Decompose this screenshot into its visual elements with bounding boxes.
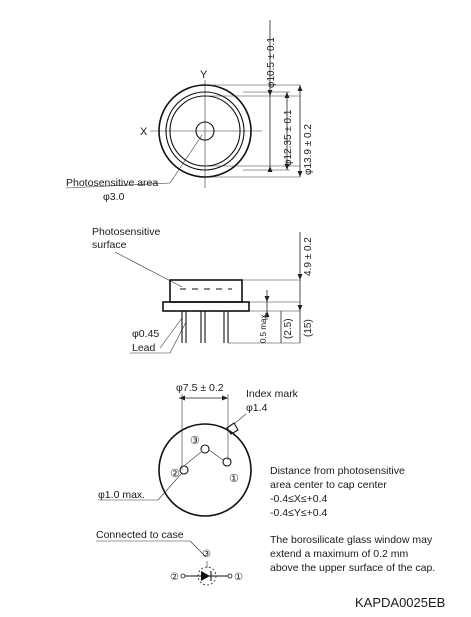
schematic-pin2: ② [170, 572, 179, 583]
arrow [268, 90, 273, 96]
schematic-pin1: ① [234, 572, 243, 583]
dim-cap-inner-text: φ12.35 ± 0.1 [283, 109, 294, 166]
note-distance-4: -0.4≤Y≤+0.4 [270, 507, 328, 519]
dim-height-text: 4.9 ± 0.2 [303, 237, 314, 276]
arrow [298, 171, 303, 177]
pin1-label: ① [229, 473, 239, 485]
terminal-right [228, 574, 232, 578]
index-mark-value: φ1.4 [246, 402, 268, 414]
pin2-label: ② [170, 468, 180, 480]
arrow [298, 305, 303, 311]
pin1-circle [223, 458, 231, 466]
surface-label-line1: Photosensitive [92, 226, 161, 238]
lead-label: Lead [132, 342, 156, 354]
dim-pitch-text: φ7.5 ± 0.2 [176, 382, 224, 394]
index-mark-leader [234, 414, 246, 424]
bottom-view [98, 382, 299, 516]
note-distance-1: Distance from photosensitive [270, 465, 405, 477]
side-view [92, 226, 314, 354]
pin-dia-text: φ1.0 max. [98, 489, 146, 501]
photosensitive-area-label: Photosensitive area [66, 177, 159, 189]
terminal-left [181, 574, 185, 578]
arrow [268, 166, 273, 172]
arrow [265, 296, 270, 302]
note-distance-2: area center to cap center [270, 479, 387, 491]
lead-diameter-text: φ0.45 [132, 328, 160, 340]
diode-symbol [201, 571, 210, 581]
pin3-label: ③ [190, 435, 200, 447]
note-distance-3: -0.4≤X≤+0.4 [270, 493, 328, 505]
note-glass-1: The borosilicate glass window may [270, 534, 433, 546]
arrow [298, 274, 303, 280]
surface-label-line2: surface [92, 239, 127, 251]
connection-line [184, 452, 201, 466]
dim-lead-short-text: (2.5) [283, 318, 294, 339]
cap-body [170, 280, 242, 302]
surface-leader [115, 252, 182, 287]
arrow [285, 92, 290, 98]
drawing-code: KAPDA0025EB [355, 595, 446, 610]
axis-y-label: Y [200, 69, 208, 81]
axis-x-label: X [140, 126, 148, 138]
photosensitive-area-value: φ3.0 [103, 191, 125, 203]
schematic [96, 529, 243, 585]
schematic-pin3: ③ [202, 549, 211, 560]
note-glass-2: extend a maximum of 0.2 mm [270, 548, 409, 560]
lead-leader [160, 318, 182, 348]
note-glass-3: above the upper surface of the cap. [270, 562, 436, 574]
index-mark-label: Index mark [246, 388, 298, 400]
lead-leader [170, 322, 186, 353]
connection-line [209, 450, 223, 460]
dim-flange-text: 0.5 max. [259, 312, 268, 343]
arrow [298, 85, 303, 91]
dim-cap-outer-text: φ13.9 ± 0.2 [303, 124, 314, 175]
dim-window-text: φ10.5 ± 0.1 [266, 37, 277, 88]
pin2-circle [180, 466, 188, 474]
pin3-circle [201, 445, 209, 453]
flange [163, 302, 249, 311]
connected-to-case-label: Connected to case [96, 529, 184, 541]
dim-lead-total-text: (15) [303, 319, 314, 337]
top-view [66, 20, 314, 203]
notes [270, 465, 435, 574]
arrow [222, 396, 228, 401]
